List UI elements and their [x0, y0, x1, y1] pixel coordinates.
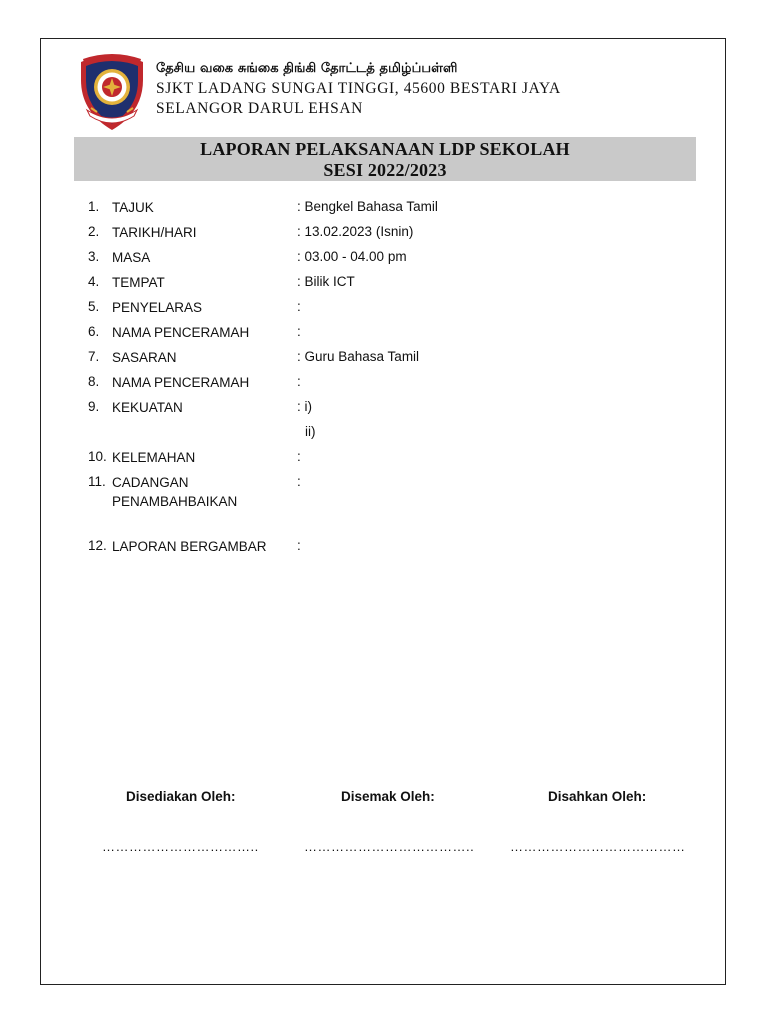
- item-value: : i): [297, 399, 312, 414]
- item-number: 8.: [88, 374, 100, 389]
- item-number: 10.: [88, 449, 107, 464]
- prepared-by-signature-line: ……………………………..: [102, 839, 259, 854]
- item-label: TEMPAT: [112, 275, 165, 290]
- item-value: : 13.02.2023 (Isnin): [297, 224, 414, 239]
- report-session: SESI 2022/2023: [323, 160, 447, 180]
- school-name-tamil: தேசிய வகை சுங்கை திங்கி தோட்டத் தமிழ்ப்பள்ளி: [156, 61, 458, 76]
- item-label: SASARAN: [112, 350, 177, 365]
- approved-by-signature-line: …………………………………: [510, 839, 686, 854]
- checked-by-label: Disemak Oleh:: [341, 789, 435, 804]
- item-number: 2.: [88, 224, 100, 239]
- report-title: LAPORAN PELAKSANAAN LDP SEKOLAH: [200, 139, 570, 159]
- item-label-continued: PENAMBAHBAIKAN: [112, 494, 238, 509]
- title-band: [74, 137, 696, 181]
- item-number: 4.: [88, 274, 100, 289]
- item-value: :: [297, 299, 301, 314]
- item-value: :: [297, 449, 301, 464]
- item-number: 11.: [88, 474, 106, 489]
- item-value: : 03.00 - 04.00 pm: [297, 249, 407, 264]
- item-value: :: [297, 538, 301, 553]
- item-value: : Bilik ICT: [297, 274, 355, 289]
- item-number: 3.: [88, 249, 100, 264]
- item-number: 7.: [88, 349, 100, 364]
- item-label: MASA: [112, 250, 151, 265]
- item-number: 5.: [88, 299, 100, 314]
- item-label: TAJUK: [112, 200, 154, 215]
- item-value-secondary: ii): [305, 424, 316, 439]
- school-name-line2: SELANGOR DARUL EHSAN: [156, 100, 363, 117]
- item-label: PENYELARAS: [112, 300, 203, 315]
- item-value: :: [297, 474, 301, 489]
- item-label: TARIKH/HARI: [112, 225, 197, 240]
- school-logo: [77, 50, 147, 132]
- item-number: 9.: [88, 399, 100, 414]
- item-label: NAMA PENCERAMAH: [112, 325, 250, 340]
- item-value: : Bengkel Bahasa Tamil: [297, 199, 438, 214]
- item-value: :: [297, 324, 301, 339]
- item-label: KELEMAHAN: [112, 450, 196, 465]
- item-label: LAPORAN BERGAMBAR: [112, 539, 267, 554]
- prepared-by-label: Disediakan Oleh:: [126, 789, 236, 804]
- approved-by-label: Disahkan Oleh:: [548, 789, 647, 804]
- item-label: KEKUATAN: [112, 400, 183, 415]
- item-label: CADANGAN: [112, 475, 189, 490]
- item-value: :: [297, 374, 301, 389]
- item-label: NAMA PENCERAMAH: [112, 375, 250, 390]
- item-number: 1.: [88, 199, 100, 214]
- item-number: 6.: [88, 324, 100, 339]
- checked-by-signature-line: ………………………………..: [304, 839, 475, 854]
- item-number: 12.: [88, 538, 107, 553]
- school-name-line1: SJKT LADANG SUNGAI TINGGI, 45600 BESTARI JAYA: [156, 80, 561, 97]
- item-value: : Guru Bahasa Tamil: [297, 349, 420, 364]
